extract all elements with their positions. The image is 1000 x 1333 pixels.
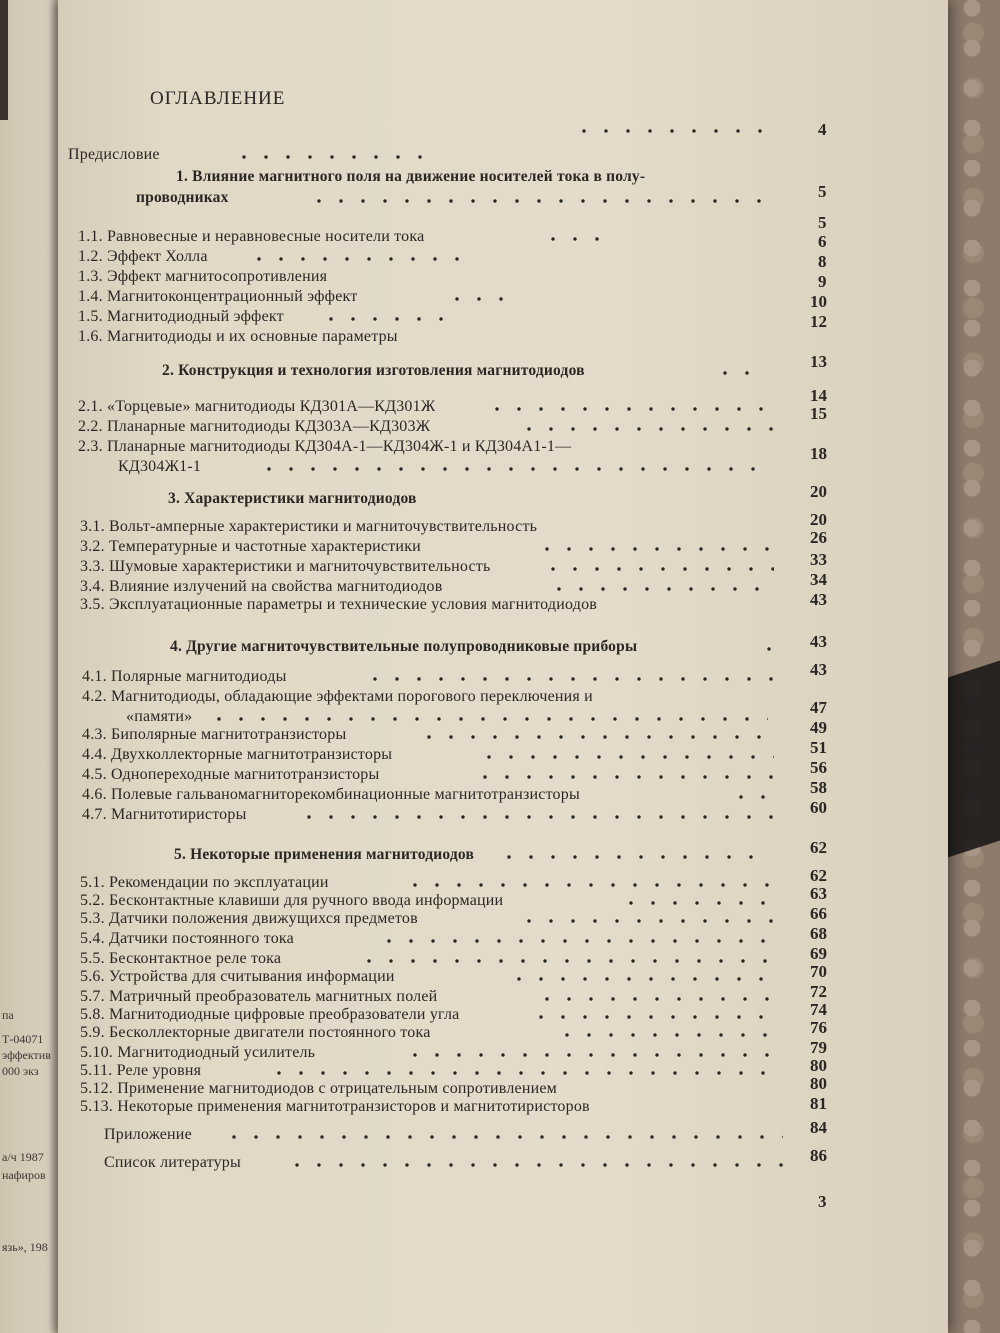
leader-dots (518, 426, 773, 432)
leader-dots (358, 958, 774, 964)
chapter-1-title-cont: проводниках (136, 189, 229, 206)
toc-page-number: 74 (810, 1000, 827, 1019)
toc-entry: 1.1. Равновесные и неравновесные носители тока (78, 228, 425, 245)
toc-entry: 5.4. Датчики постоянного тока (80, 930, 294, 947)
leader-dots (542, 236, 602, 242)
toc-page-number: 34 (810, 570, 827, 589)
toc-page-number: 10 (810, 292, 827, 311)
leader-dots (298, 814, 774, 820)
toc-entry: 4.5. Однопереходные магнитотранзисторы (82, 766, 380, 783)
toc-entry: 3.2. Температурные и частотные характеристики (80, 538, 421, 555)
leader-dots (573, 128, 773, 134)
leader-dots (758, 646, 778, 652)
toc-entry: 5.10. Магнитодиодный усилитель (80, 1044, 316, 1061)
toc-page-number: 20 (810, 510, 827, 529)
toc-page-number: 60 (810, 798, 827, 817)
toc-page-number: 43 (810, 660, 827, 679)
toc-entry: 2.1. «Торцевые» магнитодиоды КД301А—КД301Ж (78, 398, 436, 415)
toc-page-number: 8 (818, 252, 827, 271)
leader-dots (498, 854, 768, 860)
leader-dots (248, 256, 473, 262)
toc-entry: 1.4. Магнитоконцентрационный эффект (78, 288, 358, 305)
leader-dots (404, 882, 774, 888)
chapter-1-title: 1. Влияние магнитного поля на движение носителей тока в полу- (176, 168, 646, 185)
leader-dots (548, 586, 773, 592)
chapter-4-title: 4. Другие магниточувствительные полупроводниковые приборы (170, 638, 638, 655)
leader-dots (378, 938, 774, 944)
toc-page-number: 69 (810, 944, 827, 963)
toc-page-number: 80 (810, 1074, 827, 1093)
toc-entry-cont: «памяти» (126, 708, 193, 725)
toc-page-number: 58 (810, 778, 827, 797)
toc-page-number: 9 (818, 272, 827, 291)
leader-dots (714, 370, 764, 376)
leader-dots (536, 546, 776, 552)
toc-entry-cont: КД304Ж1-1 (118, 458, 202, 475)
toc-entry-references: Список литературы (104, 1154, 241, 1171)
toc-page-number: 49 (810, 718, 827, 737)
leader-dots (542, 566, 774, 572)
leader-dots (208, 716, 768, 722)
chapter-2-page: 13 (810, 352, 827, 371)
toc-entry: 5.8. Магнитодиодные цифровые преобразователи угла (80, 1006, 460, 1023)
toc-page-number: 79 (810, 1038, 827, 1057)
chapter-5-title: 5. Некоторые применения магнитодиодов (174, 846, 475, 863)
leader-dots (530, 1014, 774, 1020)
page-title: ОГЛАВЛЕНИЕ (150, 88, 286, 109)
toc-page-number: 12 (810, 312, 827, 331)
leader-dots (308, 198, 768, 204)
toc-entry: 3.5. Эксплуатационные параметры и технические условия магнитодиодов (80, 596, 598, 613)
toc-page-number: 47 (810, 698, 827, 717)
left-page-fragment: а/ч 1987 (2, 1150, 44, 1164)
left-page-fragment: эффектив (2, 1048, 51, 1062)
left-page-fragment: 000 экз (2, 1064, 39, 1078)
toc-page-number: 68 (810, 924, 827, 943)
chapter-4-page: 43 (810, 632, 827, 651)
toc-page-number: 5 (818, 213, 827, 232)
toc-page-number: 76 (810, 1018, 827, 1037)
leader-dots (404, 1052, 774, 1058)
toc-page-number: 33 (810, 550, 827, 569)
left-page-fragment: нафиров (2, 1168, 46, 1182)
chapter-1-page: 5 (818, 182, 827, 201)
toc-page-number: 86 (810, 1146, 827, 1165)
leader-dots (474, 774, 774, 780)
leader-dots (446, 296, 506, 302)
toc-entry: 4.6. Полевые гальваномагниторекомбинационные магнитотранзисторы (82, 786, 580, 803)
leader-dots (364, 676, 774, 682)
leader-dots (268, 1070, 774, 1076)
toc-entry: 5.11. Реле уровня (80, 1062, 202, 1079)
toc-entry: 4.3. Биполярные магнитотранзисторы (82, 726, 347, 743)
chapter-5-page: 62 (810, 838, 827, 857)
left-page-fragment: па (2, 1008, 14, 1022)
toc-entry: 5.9. Бесколлекторные двигатели постоянного тока (80, 1024, 431, 1041)
toc-entry-appendix: Приложение (104, 1126, 192, 1143)
toc-entry: 4.1. Полярные магнитодиоды (82, 668, 287, 685)
leader-dots (223, 1134, 783, 1140)
toc-page-number: 51 (810, 738, 827, 757)
chapter-2-title: 2. Конструкция и технология изготовления магнитодиодов (162, 362, 585, 379)
toc-entry: 2.2. Планарные магнитодиоды КД303А—КД303Ж (78, 418, 431, 435)
left-page-fragment: язь», 198 (2, 1240, 48, 1254)
leader-dots (556, 1032, 774, 1038)
toc-page-number: 84 (810, 1118, 827, 1137)
toc-entry: 5.1. Рекомендации по эксплуатации (80, 874, 329, 891)
toc-entry: 5.12. Применение магнитодиодов с отрицательным сопротивлением (80, 1080, 557, 1097)
toc-entry: 5.3. Датчики положения движущихся предметов (80, 910, 418, 927)
toc-entry: 4.2. Магнитодиоды, обладающие эффектами порогового переключения и (82, 688, 593, 705)
toc-entry: 2.3. Планарные магнитодиоды КД304А-1—КД304Ж-1 и КД304А1-1— (78, 438, 572, 455)
toc-page-number: 15 (810, 404, 827, 423)
toc-page-number: 14 (810, 386, 827, 405)
leader-dots (478, 754, 774, 760)
leader-dots (233, 154, 438, 160)
leader-dots (518, 918, 774, 924)
toc-entry: 1.3. Эффект магнитосопротивления (78, 268, 328, 285)
toc-entry: 3.1. Вольт-амперные характеристики и магниточувствительность (80, 518, 538, 535)
page-edge-shadow (0, 0, 8, 120)
leader-dots (418, 734, 773, 740)
page-number: 3 (818, 1192, 827, 1211)
toc-page-number: 80 (810, 1056, 827, 1075)
leader-dots (486, 406, 776, 412)
leader-dots (730, 794, 770, 800)
toc-entry: 1.5. Магнитодиодный эффект (78, 308, 284, 325)
toc-entry: 3.4. Влияние излучений на свойства магнитодиодов (80, 578, 443, 595)
toc-page-number: 63 (810, 884, 827, 903)
toc-page-number: 81 (810, 1094, 827, 1113)
toc-page-number: 72 (810, 982, 827, 1001)
chapter-3-title: 3. Характеристики магнитодиодов (168, 490, 417, 507)
toc-page-number: 66 (810, 904, 827, 923)
leader-dots (258, 466, 773, 472)
toc-page-number: 43 (810, 590, 827, 609)
toc-entry: 5.13. Некоторые применения магнитотранзисторов и магнитотиристоров (80, 1098, 590, 1115)
toc-page-number: 26 (810, 528, 827, 547)
toc-page-number: 70 (810, 962, 827, 981)
leader-dots (620, 900, 775, 906)
leader-dots (320, 316, 455, 322)
toc-page-number: 62 (810, 866, 827, 885)
toc-entry: 5.7. Матричный преобразователь магнитных полей (80, 988, 438, 1005)
toc-entry: 4.7. Магнитотиристоры (82, 806, 247, 823)
toc-page-number: 6 (818, 232, 827, 251)
toc-page-number: 56 (810, 758, 827, 777)
toc-entry: 3.3. Шумовые характеристики и магниточувствительность (80, 558, 491, 575)
toc-entry: 5.5. Бесконтактное реле тока (80, 950, 282, 967)
leader-dots (286, 1162, 786, 1168)
toc-page-number: 18 (810, 444, 827, 463)
leader-dots (536, 996, 774, 1002)
chapter-3-page: 20 (810, 482, 827, 501)
toc-entry: 5.2. Бесконтактные клавиши для ручного ввода информации (80, 892, 504, 909)
toc-page-number: 4 (818, 120, 827, 139)
toc-page (58, 0, 948, 1333)
left-page-fragment: Т-04071 (2, 1032, 44, 1046)
toc-entry-preface: Предисловие (68, 146, 160, 163)
toc-entry: 4.4. Двухколлекторные магнитотранзисторы (82, 746, 393, 763)
toc-entry: 1.2. Эффект Холла (78, 248, 208, 265)
toc-entry: 5.6. Устройства для считывания информации (80, 968, 395, 985)
leader-dots (508, 976, 774, 982)
toc-entry: 1.6. Магнитодиоды и их основные параметры (78, 328, 398, 345)
